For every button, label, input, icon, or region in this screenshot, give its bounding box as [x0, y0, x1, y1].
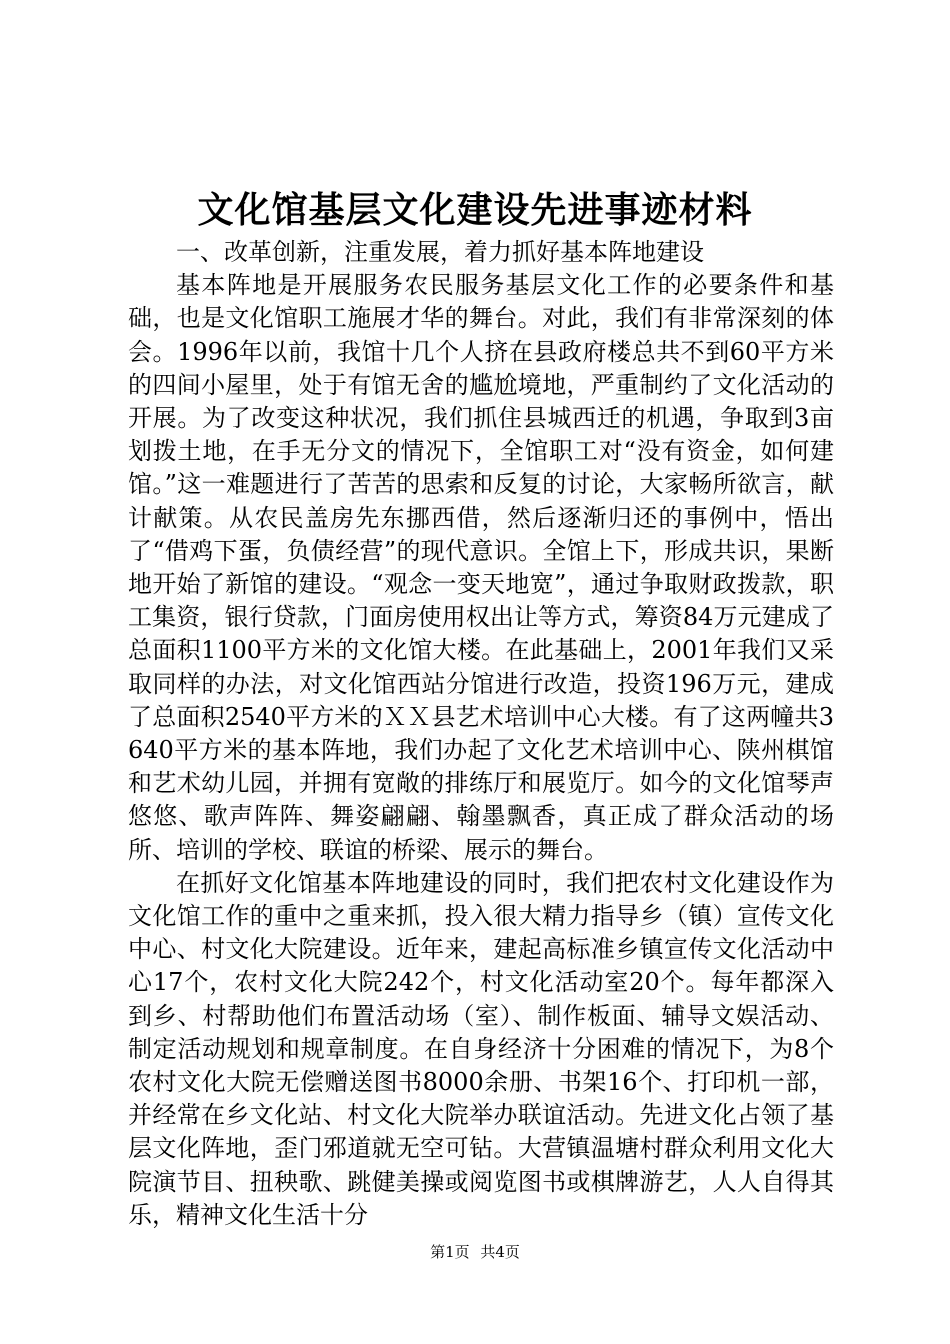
document-title: 文化馆基层文化建设先进事迹材料: [197, 189, 753, 231]
body-paragraph-1: 基本阵地是开展服务农民服务基层文化工作的必要条件和基础，也是文化馆职工施展才华的舞台。对此，我们有非常深刻的体会。1996年以前，我馆十几个人挤在县政府楼总共不到60平方米的四间小屋里，处于有馆无舍的尴尬境地，严重制约了文化活动的开展。为了改变这种状况，我们抓住县城西迁的机遇，争取到3亩划拨土地，在手无分文的情况下，全馆职工对“没有资金，如何建馆。”这一难题进行了苦苦的思索和反复的讨论，大家畅所欲言，献计献策。从农民盖房先东挪西借，然后逐渐归还的事例中，悟出了“借鸡下蛋，负债经营”的现代意识。全馆上下，形成共识，果断地开始了新馆的建设。“观念一变天地宽”，通过争取财政拨款，职工集资，银行贷款，门面房使用权出让等方式，筹资84万元建成了总面积1100平方米的文化馆大楼。在此基础上，2001年我们又采取同样的办法，对文化馆西站分馆进行改造，投资196万元，建成了总面积2540平方米的ＸＸ县艺术培训中心大楼。有了这两幢共3640平方米的基本阵地，我们办起了文化艺术培训中心、陕州棋馆和艺术幼儿园，并拥有宽敞的排练厅和展览厅。如今的文化馆琴声悠悠、歌声阵阵、舞姿翩翩、翰墨飘香，真正成了群众活动的场所、培训的学校、联谊的桥梁、展示的舞台。: [128, 271, 834, 864]
section-heading: 一、改革创新，注重发展，着力抓好基本阵地建设: [176, 238, 704, 266]
page-number: 第1页: [430, 1243, 470, 1261]
document-body: [128, 236, 834, 1232]
body-paragraph-2: 在抓好文化馆基本阵地建设的同时，我们把农村文化建设作为文化馆工作的重中之重来抓，投入很大精力指导乡（镇）宣传文化中心、村文化大院建设。近年来，建起高标准乡镇宣传文化活动中心17个，农村文化大院242个，村文化活动室20个。每年都深入到乡、村帮助他们布置活动场（室）、制作板面、辅导文娱活动、制定活动规划和规章制度。在自身经济十分困难的情况下，为8个农村文化大院无偿赠送图书8000余册、书架16个、打印机一部，并经常在乡文化站、村文化大院举办联谊活动。先进文化占领了基层文化阵地，歪门邪道就无空可钻。大营镇温塘村群众利用文化大院演节目、扭秧歌、跳健美操或阅览图书或棋牌游艺，人人自得其乐，精神文化生活十分: [128, 868, 834, 1229]
page-total: 共4页: [480, 1243, 520, 1261]
page-footer: [0, 1242, 950, 1262]
